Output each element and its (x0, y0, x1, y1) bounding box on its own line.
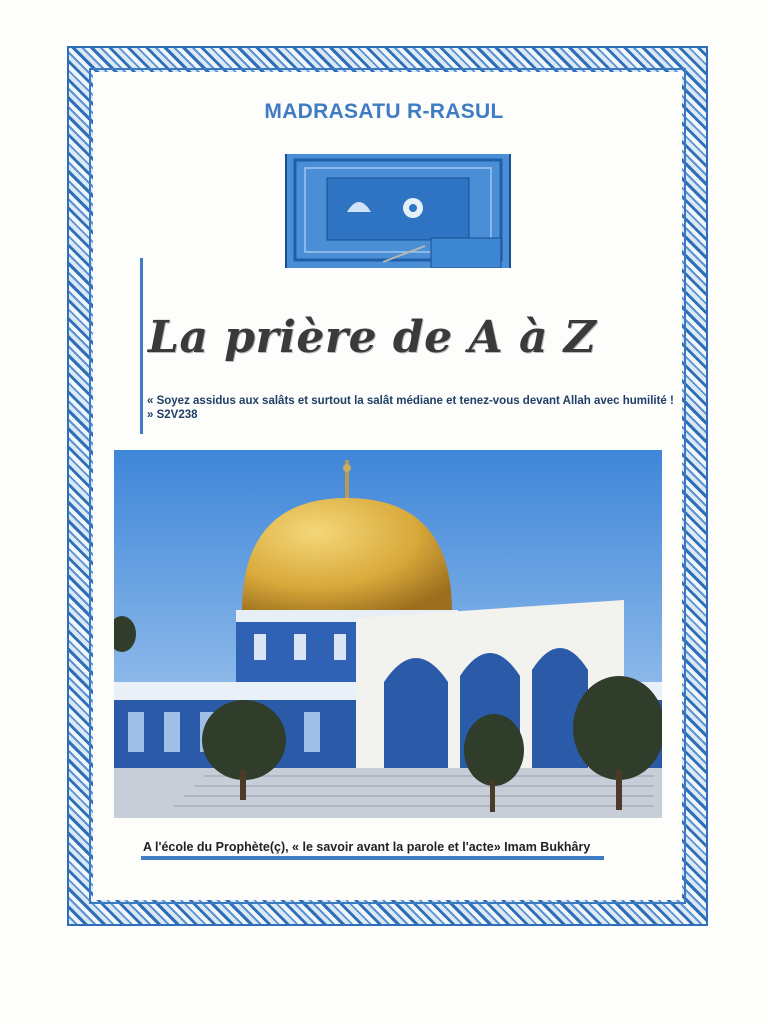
caption-text: A l'école du Prophète(ç), « le savoir avant la parole et l'acte» Imam Bukhâry (143, 840, 591, 854)
prayer-rug-image (285, 150, 517, 268)
page-title: La prière de A à Z (148, 312, 597, 363)
accent-divider (140, 258, 143, 434)
dome-of-the-rock-illustration (114, 450, 662, 818)
caption-underline (141, 856, 604, 860)
mosque-photo (114, 450, 662, 818)
quote-text: « Soyez assidus aux salâts et surtout la salât médiane et tenez-vous devant Allah avec humilité ! » S2V238 (147, 395, 674, 421)
school-name-heading: MADRASATU R-RASUL (264, 100, 504, 123)
